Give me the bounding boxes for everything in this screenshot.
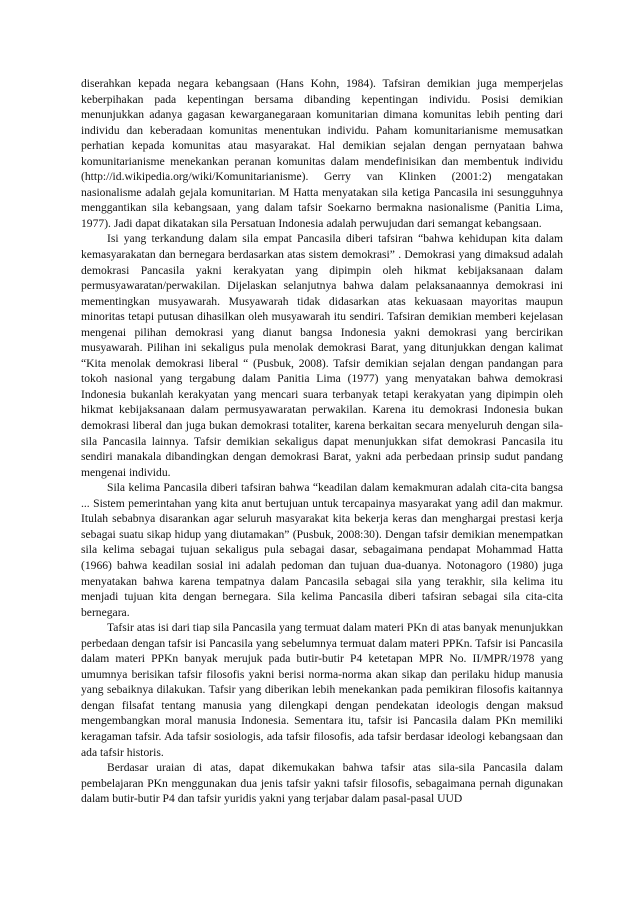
paragraph-sila-kelima: Sila kelima Pancasila diberi tafsiran bahwa “keadilan dalam kemakmuran adalah cita-cita bangsa ... Sistem pemerintahan yang kita anut bertujuan untuk tercapainya masyarakat yang adil dan makmur. Itulah sebabnya disarankan agar seluruh masyarakat kita bekerja keras dan menghargai prestasi kerja sebagai suatu sikap hidup yang diutamakan” (Pusbuk, 2008:30). Dengan tafsir demikian menempatkan sila kelima sebagai tujuan sekaligus pula sebagai dasar, sebagaimana pendapat Mohammad Hatta (1966) bahwa keadilan sosial ini adalah pedoman dan tujuan dua-duanya. Notonagoro (1980) juga menyatakan bahwa karena tempatnya dalam Pancasila sebagai sila yang terakhir, sila kelima itu menjadi tujuan kita dengan bernegara. Sila kelima Pancasila diberi tafsiran sebagai sila cita-cita bernegara.	[81, 481, 563, 619]
paragraph-sila-empat: Isi yang terkandung dalam sila empat Pancasila diberi tafsiran “bahwa kehidupan kita dalam kemasyarakatan dan bernegara berdasarkan atas sistem demokrasi” . Demokrasi yang dimaksud adalah demokrasi Pancasila yakni kerakyatan yang dipimpin oleh hikmat kebijaksanaan dalam permusyawaratan/perwakilan. Dijelaskan selanjutnya bahwa dalam pelaksanaannya demokrasi ini mementingkan musyawarah. Musyawarah tidak didasarkan atas kekuasaan mayoritas maupun minoritas tetapi putusan dihasilkan oleh musyawarah itu sendiri. Tafsiran demikian memberi kejelasan mengenai pilihan demokrasi yang dianut bangsa Indonesia yakni demokrasi yang bercirikan musyawarah. Pilihan ini sekaligus pula menolak demokrasi Barat, yang ditunjukkan dengan kalimat “Kita menolak demokrasi liberal “ (Pusbuk, 2008). Tafsir demikian sejalan dengan pandangan para tokoh nasional yang tergabung dalam Panitia Lima (1977) yang menyatakan bahwa demokrasi Indonesia bukanlah kerakyatan yang mencari suara terbanyak tetapi kerakyatan yang dipimpin oleh hikmat kebijaksanaan dalam permusyawaratan perwakilan. Karena itu demokrasi Indonesia bukan demokrasi liberal dan juga bukan demokrasi totaliter, karena berkaitan secara menyeluruh dengan sila-sila Pancasila lainnya. Tafsir demikian sekaligus dapat menunjukkan sifat demokrasi Pancasila itu sendiri manakala dibandingkan dengan demokrasi Barat, yakni ada perbedaan prinsip sudut pandang mengenai individu.	[81, 232, 563, 479]
paragraph-continuation: diserahkan kepada negara kebangsaan (Hans Kohn, 1984). Tafsiran demikian juga memperjelas keberpihakan pada kepentingan bersama dibanding kepentingan individu. Posisi demikian menunjukkan adanya gagasan kewarganegaraan komunitarian dimana komunitas lebih penting dari individu dan keberadaan komunitas menentukan individu. Paham komunitarianisme memusatkan perhatian kepada komunitas atau masyarakat. Hal demikian sejalan dengan pernyataan bahwa komunitarianisme menekankan peranan komunitas dalam mendefinisikan dan membentuk individu (http://id.wikipedia.org/wiki/Komunitarianisme). Gerry van Klinken (2001:2) mengatakan nasionalisme adalah gejala komunitarian. M Hatta menyatakan sila ketiga Pancasila ini sesungguhnya menggantikan sila kebangsaan, yang dalam tafsir Soekarno bermakna nasionalisme (Panitia Lima, 1977). Jadi dapat dikatakan sila Persatuan Indonesia adalah perwujudan dari semangat kebangsaan.	[81, 77, 563, 230]
paragraph-tafsir-comparison: Tafsir atas isi dari tiap sila Pancasila yang termuat dalam materi PKn di atas banyak menunjukkan perbedaan dengan tafsir isi Pancasila yang sebelumnya termuat dalam materi PPKn. Tafsir isi Pancasila dalam materi PPKn banyak merujuk pada butir-butir P4 ketetapan MPR No. II/MPR/1978 yang umumnya berisikan tafsir filosofis yakni berisi norma-norma akan sikap dan perilaku hidup manusia yang sebaiknya dilakukan. Tafsir yang diberikan lebih menekankan pada pemikiran filosofis kaitannya dengan filsafat tentang manusia yang dilengkapi dengan pendekatan ideologis dengan maksud mengembangkan moral manusia Indonesia. Sementara itu, tafsir isi Pancasila dalam PKn memiliki keragaman tafsir. Ada tafsir sosiologis, ada tafsir filosofis, ada tafsir berdasar ideologi kebangsaan dan ada tafsir historis.	[81, 621, 563, 759]
document-page	[81, 76, 563, 807]
paragraph-conclusion: Berdasar uraian di atas, dapat dikemukakan bahwa tafsir atas sila-sila Pancasila dalam pembelajaran PKn menggunakan dua jenis tafsir yakni tafsir filosofis, sebagaimana pernah digunakan dalam butir-butir P4 dan tafsir yuridis yakni yang terjabar dalam pasal-pasal UUD	[81, 761, 563, 806]
